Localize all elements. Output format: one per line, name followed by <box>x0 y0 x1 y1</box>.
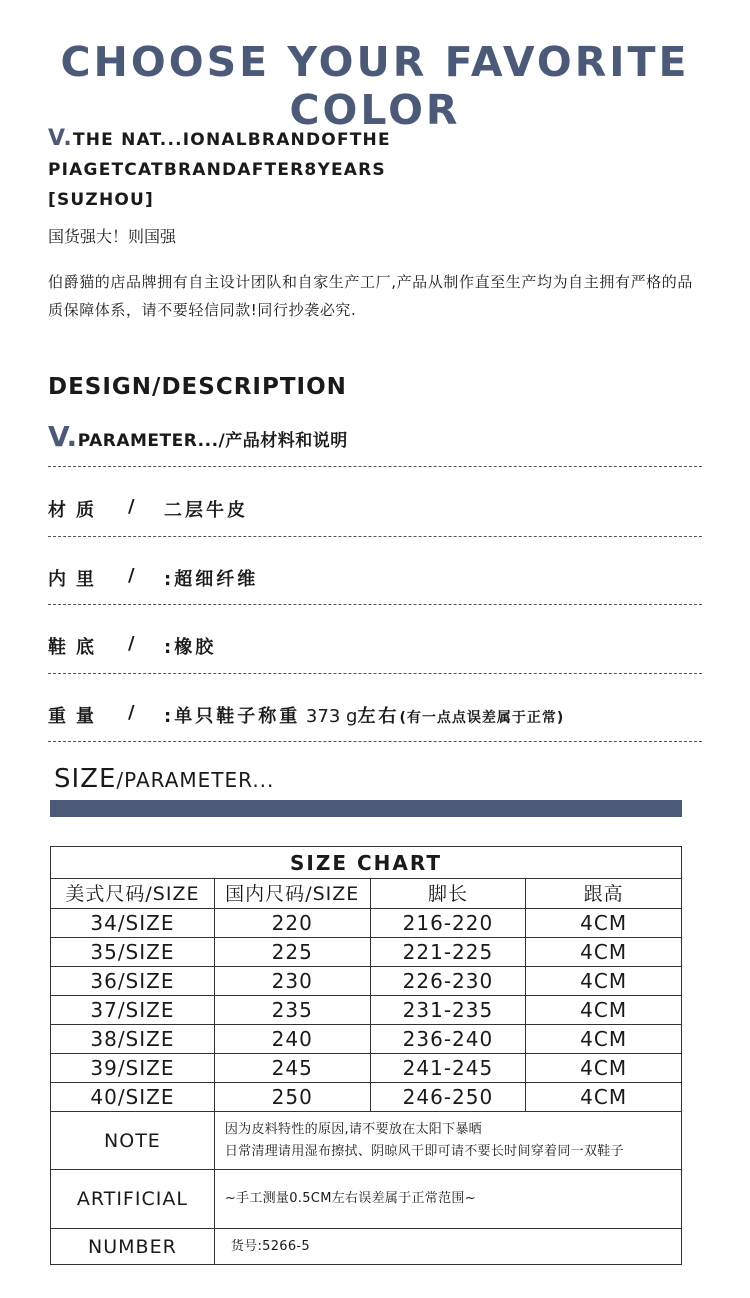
size-chart-table <box>50 846 682 1265</box>
table-row <box>51 996 682 1025</box>
divider <box>48 466 702 467</box>
spec-label-sole: 鞋底 <box>48 637 104 658</box>
divider <box>48 741 702 742</box>
cell-heel-height: 4CM <box>526 1025 682 1054</box>
cell-us-size: 39/SIZE <box>51 1054 215 1083</box>
artificial-label: ARTIFICIAL <box>51 1170 215 1229</box>
cell-heel-height: 4CM <box>526 909 682 938</box>
artificial-row <box>51 1170 682 1229</box>
size-heading-sub: /PARAMETER... <box>116 768 275 792</box>
spec-value-sole: :橡胶 <box>164 637 217 658</box>
accent-bar <box>50 800 682 817</box>
parameter-heading <box>48 420 348 453</box>
parameter-v-mark: V. <box>48 420 78 453</box>
cell-foot-length: 226-230 <box>370 967 526 996</box>
header-foot-length: 脚长 <box>370 879 526 909</box>
cell-cn-size: 220 <box>214 909 370 938</box>
cell-cn-size: 225 <box>214 938 370 967</box>
weight-suffix: 左右 <box>357 706 400 727</box>
header-heel-height: 跟高 <box>526 879 682 909</box>
spec-label-lining: 内里 <box>48 569 104 590</box>
cell-foot-length: 216-220 <box>370 909 526 938</box>
number-row <box>51 1229 682 1265</box>
spec-label-weight: 重量 <box>48 706 104 727</box>
number-text: 货号:5266-5 <box>214 1229 681 1265</box>
cell-foot-length: 236-240 <box>370 1025 526 1054</box>
cell-cn-size: 240 <box>214 1025 370 1054</box>
artificial-text: ~手工测量0.5CM左右误差属于正常范围~ <box>214 1170 681 1229</box>
weight-note: (有一点点误差属于正常) <box>399 710 565 726</box>
cell-foot-length: 246-250 <box>370 1083 526 1112</box>
parameter-text: PARAMETER.../产品材料和说明 <box>77 431 348 451</box>
spec-separator: / <box>128 565 135 586</box>
divider <box>48 604 702 605</box>
cell-us-size: 38/SIZE <box>51 1025 215 1054</box>
table-row <box>51 909 682 938</box>
note-line-2: 日常清理请用湿布擦拭、阴晾风干即可请不要长时间穿着同一双鞋子 <box>224 1143 624 1159</box>
cell-cn-size: 250 <box>214 1083 370 1112</box>
cell-us-size: 37/SIZE <box>51 996 215 1025</box>
weight-prefix: :单只鞋子称重 <box>164 706 301 727</box>
cell-heel-height: 4CM <box>526 967 682 996</box>
divider <box>48 673 702 674</box>
spec-label-material: 材质 <box>48 500 104 521</box>
size-heading <box>54 764 274 794</box>
size-heading-main: SIZE <box>54 764 117 794</box>
note-line-1: 因为皮料特性的原因,请不要放在太阳下暴晒 <box>224 1121 482 1137</box>
cell-foot-length: 231-235 <box>370 996 526 1025</box>
design-heading: DESIGN/DESCRIPTION <box>48 374 347 400</box>
header-us-size: 美式尺码/SIZE <box>51 879 215 909</box>
cell-cn-size: 230 <box>214 967 370 996</box>
table-row <box>51 938 682 967</box>
cell-us-size: 36/SIZE <box>51 967 215 996</box>
cell-heel-height: 4CM <box>526 1054 682 1083</box>
note-text <box>214 1112 681 1170</box>
size-chart-caption: SIZE CHART <box>51 847 682 879</box>
note-row <box>51 1112 682 1170</box>
cell-us-size: 40/SIZE <box>51 1083 215 1112</box>
cell-foot-length: 221-225 <box>370 938 526 967</box>
number-label: NUMBER <box>51 1229 215 1265</box>
header-cn-size: 国内尺码/SIZE <box>214 879 370 909</box>
table-row <box>51 967 682 996</box>
cell-cn-size: 235 <box>214 996 370 1025</box>
brand-v-mark: V. <box>48 126 73 151</box>
weight-number: 373 g <box>300 706 358 727</box>
size-chart-header-row <box>51 879 682 909</box>
cell-us-size: 34/SIZE <box>51 909 215 938</box>
brand-description: 伯爵猫的店品牌拥有自主设计团队和自家生产工厂,产品从制作直至生产均为自主拥有严格的品质保障体系，请不要轻信同款!同行抄袭必究. <box>48 273 693 319</box>
spec-value-material: 二层牛皮 <box>164 500 248 521</box>
cell-heel-height: 4CM <box>526 996 682 1025</box>
spec-value-weight <box>164 702 564 728</box>
cell-cn-size: 245 <box>214 1054 370 1083</box>
brand-statement <box>48 124 468 215</box>
spec-separator: / <box>128 633 135 654</box>
spec-separator: / <box>128 496 135 517</box>
note-label: NOTE <box>51 1112 215 1170</box>
table-row <box>51 1083 682 1112</box>
brand-text: THE NAT...IONALBRANDOFTHE PIAGETCATBRANDAFTER8YEARS [SUZHOU] <box>48 130 391 210</box>
spec-value-lining: :超细纤维 <box>164 569 259 590</box>
cell-us-size: 35/SIZE <box>51 938 215 967</box>
slogan: 国货强大！则国强 <box>48 227 177 246</box>
table-row <box>51 1025 682 1054</box>
cell-heel-height: 4CM <box>526 1083 682 1112</box>
cell-heel-height: 4CM <box>526 938 682 967</box>
divider <box>48 536 702 537</box>
cell-foot-length: 241-245 <box>370 1054 526 1083</box>
page-title: CHOOSE YOUR FAVORITE COLOR <box>60 38 690 134</box>
table-row <box>51 1054 682 1083</box>
spec-separator: / <box>128 702 135 723</box>
